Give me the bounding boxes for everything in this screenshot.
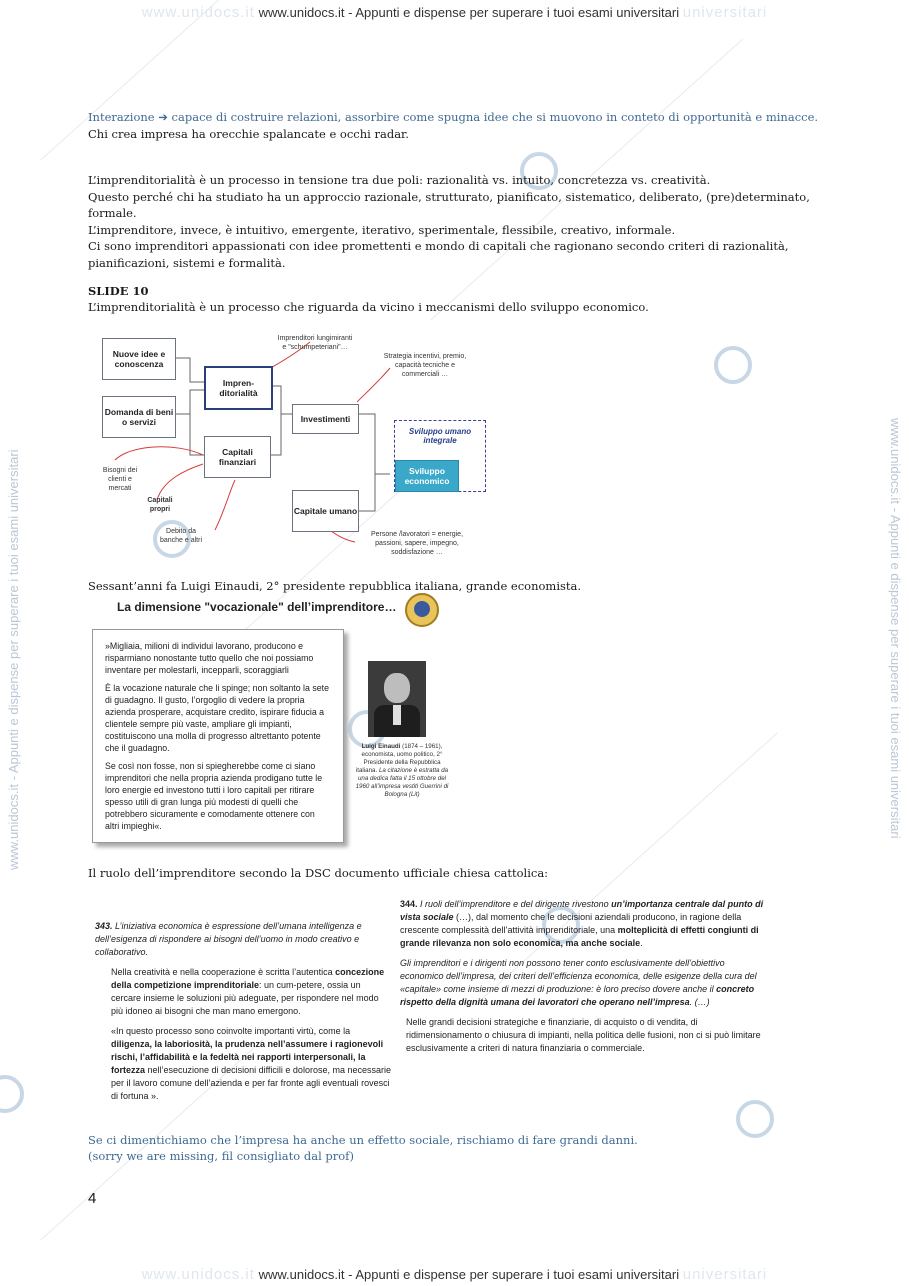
text-line: Questo perché chi ha studiato ha un approccio razionale, strutturato, pianificato, sistematico, deliberato, (pre)determinato, formale. (88, 189, 810, 220)
note-imprenditori: Imprenditori lungimiranti e "schumpeteriani"… (277, 335, 353, 351)
closing-line-1: Se ci dimentichiamo che l’impresa ha anche un effetto sociale, rischiamo di fare grandi danni. (88, 1133, 638, 1147)
portrait-caption-italic: La citazione è estratta da una dedica fatta il 15 ottobre del 1960 all’impresa vestiti Guerrini di Bologna (Lit) (355, 767, 449, 798)
box-capitale-umano: Capitale umano (292, 490, 359, 532)
dsc-343-number: 343. (95, 921, 113, 931)
dsc-text-bold: concezione della competizione imprenditoriale (111, 967, 385, 990)
slide-heading: SLIDE 10 (88, 284, 149, 298)
dsc-text-bold: concreto rispetto della dignità umana dei lavoratori che operano nell’impresa (400, 984, 755, 1007)
unidocs-logo-icon (714, 346, 752, 384)
footer-ghost-right: universitari (682, 1266, 768, 1283)
page-number: 4 (88, 1190, 97, 1207)
quote-paragraph: È la vocazione naturale che li spinge; non soltanto la sete di guadagno. Il gusto, l’orgoglio di vedere la propria azienda prosperare, acquistare credito, ispirare fiducia a clientele sempre più vaste, ampliare gli impianti, costituiscono una molla di progresso altrettanto potente che il guadagno. (105, 683, 329, 753)
presidency-emblem-icon (405, 593, 439, 627)
header-watermark (0, 4, 909, 21)
text-line: L’imprenditorialità è un processo in tensione tra due poli: razionalità vs. intuito, concretezza vs. creatività. (88, 173, 711, 187)
dsc-text-bold: diligenza, la laboriosità, la prudenza nell’assumere i ragionevoli rischi, l’affidabilità e la fedeltà nei rapporti interpersonali, la fortezza (111, 1039, 384, 1075)
footer-text: www.unidocs.it - Appunti e dispense per superare i tuoi esami universitari (258, 1267, 680, 1282)
einaudi-caption: Sessant’anni fa Luigi Einaudi, 2° presidente repubblica italiana, grande economista. (88, 579, 582, 593)
interazione-tail: Chi crea impresa ha orecchie spalancate e occhi radar. (88, 126, 409, 141)
interazione-label: Interazione (88, 110, 155, 124)
dsc-343-p2 (95, 966, 393, 1018)
header-text: www.unidocs.it - Appunti e dispense per superare i tuoi esami universitari (258, 5, 680, 20)
sviluppo-umano-label: Sviluppo umano integrale (408, 427, 472, 445)
portrait-caption-text: (1874 – 1961), economista, uomo politico, 2° Presidente della Repubblica italiana. (355, 743, 443, 774)
dsc-text-bold: molteplicità di effetti congiunti di grande rilevanza non solo economica, ma anche sociale (400, 925, 759, 948)
header-ghost-right: universitari (682, 4, 768, 21)
note-strategia: Strategia incentivi, premio, capacità tecniche e commerciali … (383, 353, 467, 378)
note-capitali-propri: Capitali propri (147, 497, 173, 513)
dsc-caption: Il ruolo dell’imprenditore secondo la DSC documento ufficiale chiesa cattolica: (88, 866, 549, 880)
quote-paragraph: »Migliaia, milioni di individui lavorano, producono e risparmiano nonostante tutto quello che noi possiamo inventare per molestarli, incepparli, scoraggiarli (105, 641, 314, 675)
dsc-344-number: 344. (400, 899, 418, 909)
arrow-right-icon: ➔ (154, 110, 168, 124)
dsc-343-p3 (95, 1025, 393, 1103)
box-nuove-idee: Nuove idee e conoscenza (102, 338, 176, 380)
portrait-caption-name: Luigi Einaudi (361, 743, 401, 750)
side-watermark-right: www.unidocs.it - Appunti e dispense per superare i tuoi esami universitari (888, 418, 903, 839)
dsc-344-p3: Nelle grandi decisioni strategiche e finanziarie, di acquisto o di vendita, di ridimensionamento o chiusura di impianti, nella politica delle fusioni, non ci si può limitare esclusivamente a criteri di natura finanziaria o commerciale. (406, 1017, 761, 1053)
dsc-343-title (95, 920, 393, 959)
text-line: Ci sono imprenditori appassionati con idee promettenti e mondo di capitali che ragionano secondo criteri di razionalità, pianificazioni, sistemi e formalità. (88, 239, 789, 270)
box-capitali-finanziari: Capitali finanziari (204, 436, 271, 478)
dsc-343-column (95, 920, 393, 1110)
footer-ghost-left: www.unidocs.it (141, 1266, 255, 1283)
einaudi-slide-title: La dimensione "vocazionale" dell’imprenditore… (117, 600, 397, 614)
quote-paragraph: Se così non fosse, non si spiegherebbe come ci siano imprenditori che nella propria azienda prodigano tutte le loro energie ed investono tutti i loro capitali per ritirare spesso utili di gran lunga più modesti di quelli che potrebbero sicuramente e comodamente ottenere con altri impieghi«. (105, 761, 323, 831)
dsc-text: (…), dal momento che le decisioni aziendali producono, in ragione della crescente complessità dell’attività imprenditoriale, una (400, 912, 742, 935)
dsc-text: nell’esecuzione di decisioni difficili e dolorose, ma necessarie per il lavoro comune dell’azienda e per far fronte agli eventuali rovesci di fortuna ». (111, 1065, 391, 1101)
text-line: L’imprenditore, invece, è intuitivo, emergente, iterativo, sperimentale, flessibile, creativo, informale. (88, 222, 676, 237)
portrait-caption (352, 743, 452, 799)
box-investimenti: Investimenti (292, 404, 359, 434)
dsc-text: Nella creatività e nella cooperazione è scritta l’autentica (111, 967, 336, 977)
einaudi-portrait (368, 661, 426, 737)
dsc-344-p1 (400, 898, 770, 950)
dsc-text: . (…) (689, 997, 710, 1007)
footer-watermark (0, 1266, 909, 1283)
dsc-text-italic: I ruoli dell’imprenditore e del dirigente rivestono (417, 899, 612, 909)
dsc-text-bold: un’importanza centrale dal punto di vista sociale (400, 899, 764, 922)
interazione-text: capace di costruire relazioni, assorbire come spugna idee che si muovono in conteto di opportunità e minacce. (167, 110, 819, 124)
interazione-paragraph (88, 109, 823, 142)
header-ghost-left: www.unidocs.it (141, 4, 255, 21)
development-diagram (95, 330, 495, 558)
slide-text: L’imprenditorialità è un processo che riguarda da vicino i meccanismi dello sviluppo economico. (88, 300, 649, 314)
dsc-text: : un cum-petere, ossia un cercare insieme le soluzioni più adeguate, per rispondere nel modo più idoneo ai bisogni che man mano emergono. (111, 980, 379, 1016)
note-debito: Debito da banche e altri (159, 528, 203, 544)
closing-line-2: (sorry we are missing, fil consigliato dal prof) (88, 1149, 354, 1163)
box-sviluppo-economico: Sviluppo economico (395, 460, 459, 492)
tension-paragraph (88, 172, 823, 271)
dsc-344-p2 (400, 957, 770, 1009)
note-bisogni: Bisogni dei clienti e mercati (102, 467, 138, 492)
dsc-344-column (400, 898, 770, 1062)
einaudi-quote-box (92, 629, 344, 843)
dsc-text: Gli imprenditori e i dirigenti non possono tener conto esclusivamente dell’obiettivo economico dell’impresa, dei criteri dell’efficienza economica, delle esigenze della cura del «capitale» come insieme di mezzi di produzione: è loro preciso dovere anche il (400, 958, 757, 994)
box-imprenditorialita: Impren-ditorialità (204, 366, 273, 410)
dsc-text: «In questo processo sono coinvolte importanti virtù, come la (111, 1026, 351, 1036)
dsc-text: . (640, 938, 643, 948)
box-domanda: Domanda di beni o servizi (102, 396, 176, 438)
unidocs-logo-icon (0, 1075, 24, 1113)
note-persone: Persone /lavoratori = energie, passioni, sapere, impegno, soddisfazione … (370, 531, 464, 556)
dsc-343-title-text: L’iniziativa economica è espressione dell’umana intelligenza e dell’esigenza di rispondere ai bisogni dell’uomo in modo creativo e collaborativo. (95, 921, 362, 957)
side-watermark-left: www.unidocs.it - Appunti e dispense per superare i tuoi esami universitari (6, 449, 21, 870)
